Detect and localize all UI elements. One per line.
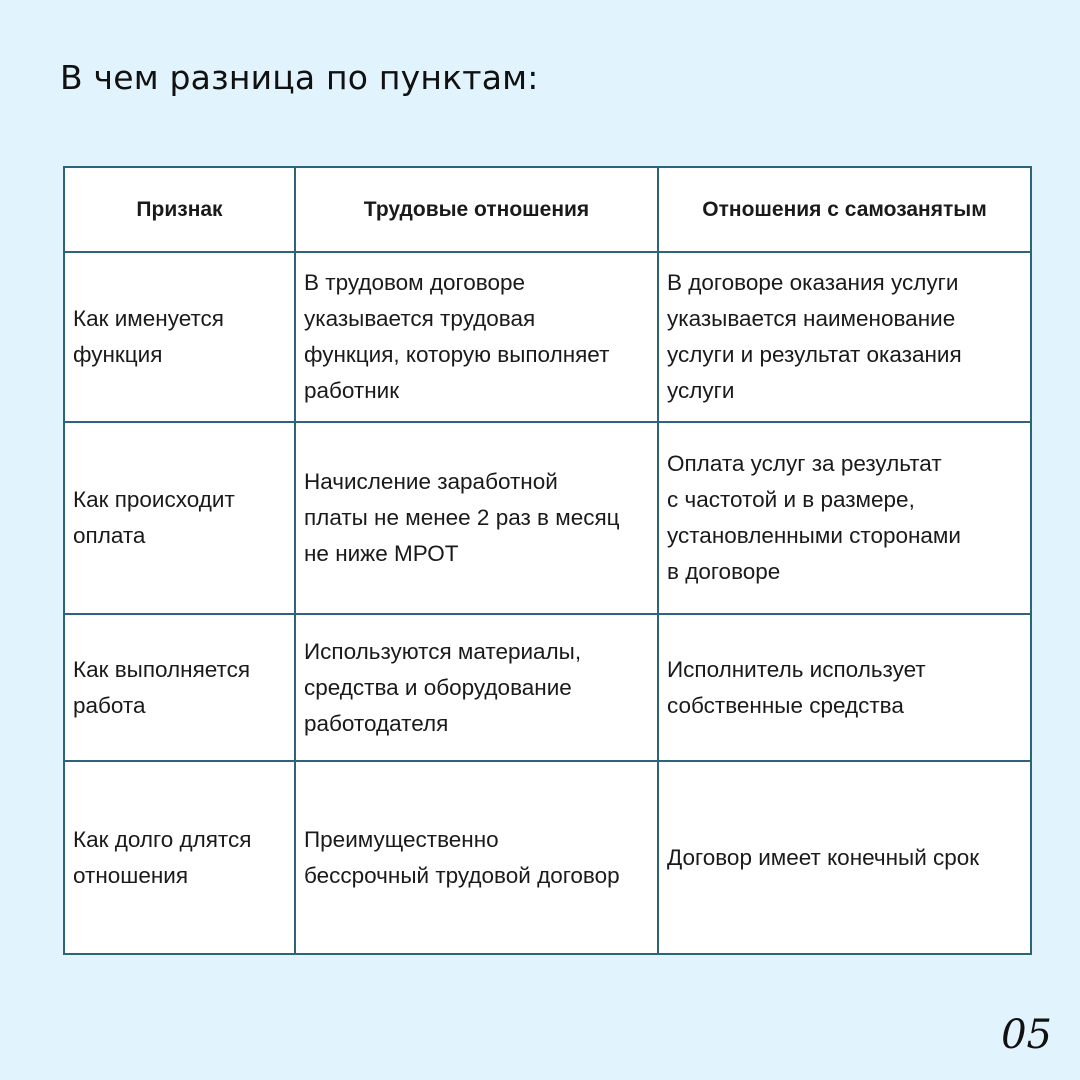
self-employed-cell <box>658 761 1031 954</box>
table-row <box>64 614 1031 761</box>
employment-cell <box>295 614 658 761</box>
employment-cell <box>295 252 658 422</box>
header-self-employed: Отношения с самозанятым <box>658 167 1031 252</box>
header-employment: Трудовые отношения <box>295 167 658 252</box>
page-title: В чем разница по пунктам: <box>60 58 539 97</box>
cell-text: В трудовом договоре указывается трудовая функция, которую выполняет работник <box>304 270 610 403</box>
table-row <box>64 422 1031 614</box>
header-criterion: Признак <box>64 167 295 252</box>
criterion-cell <box>64 761 295 954</box>
self-employed-cell <box>658 252 1031 422</box>
cell-text: Используются материалы, средства и оборудование работодателя <box>304 638 582 736</box>
self-employed-cell <box>658 614 1031 761</box>
employment-cell <box>295 761 658 954</box>
criterion-cell <box>64 422 295 614</box>
employment-cell <box>295 422 658 614</box>
cell-text: Оплата услуг за результат с частотой и в размере, установленными сторонами в договоре <box>667 451 961 584</box>
cell-text: В договоре оказания услуги указывается наименование услуги и результат оказания услуги <box>667 270 962 403</box>
table-row <box>64 252 1031 422</box>
table-row <box>64 761 1031 954</box>
cell-text: Как происходит оплата <box>73 487 235 548</box>
cell-text: Как долго длятся отношения <box>73 826 252 888</box>
cell-text: Договор имеет конечный срок <box>667 844 980 870</box>
page-number: 05 <box>1001 1012 1052 1058</box>
cell-text: Исполнитель использует собственные средства <box>667 656 926 718</box>
cell-text: Начисление заработной платы не менее 2 раз в месяц не ниже МРОТ <box>304 469 620 566</box>
cell-text: Как именуется функция <box>73 306 224 367</box>
criterion-cell <box>64 252 295 422</box>
comparison-table <box>63 166 1032 955</box>
self-employed-cell <box>658 422 1031 614</box>
cell-text: Как выполняется работа <box>73 656 251 718</box>
table-header-row <box>64 167 1031 252</box>
criterion-cell <box>64 614 295 761</box>
cell-text: Преимущественно бессрочный трудовой договор <box>304 826 620 888</box>
